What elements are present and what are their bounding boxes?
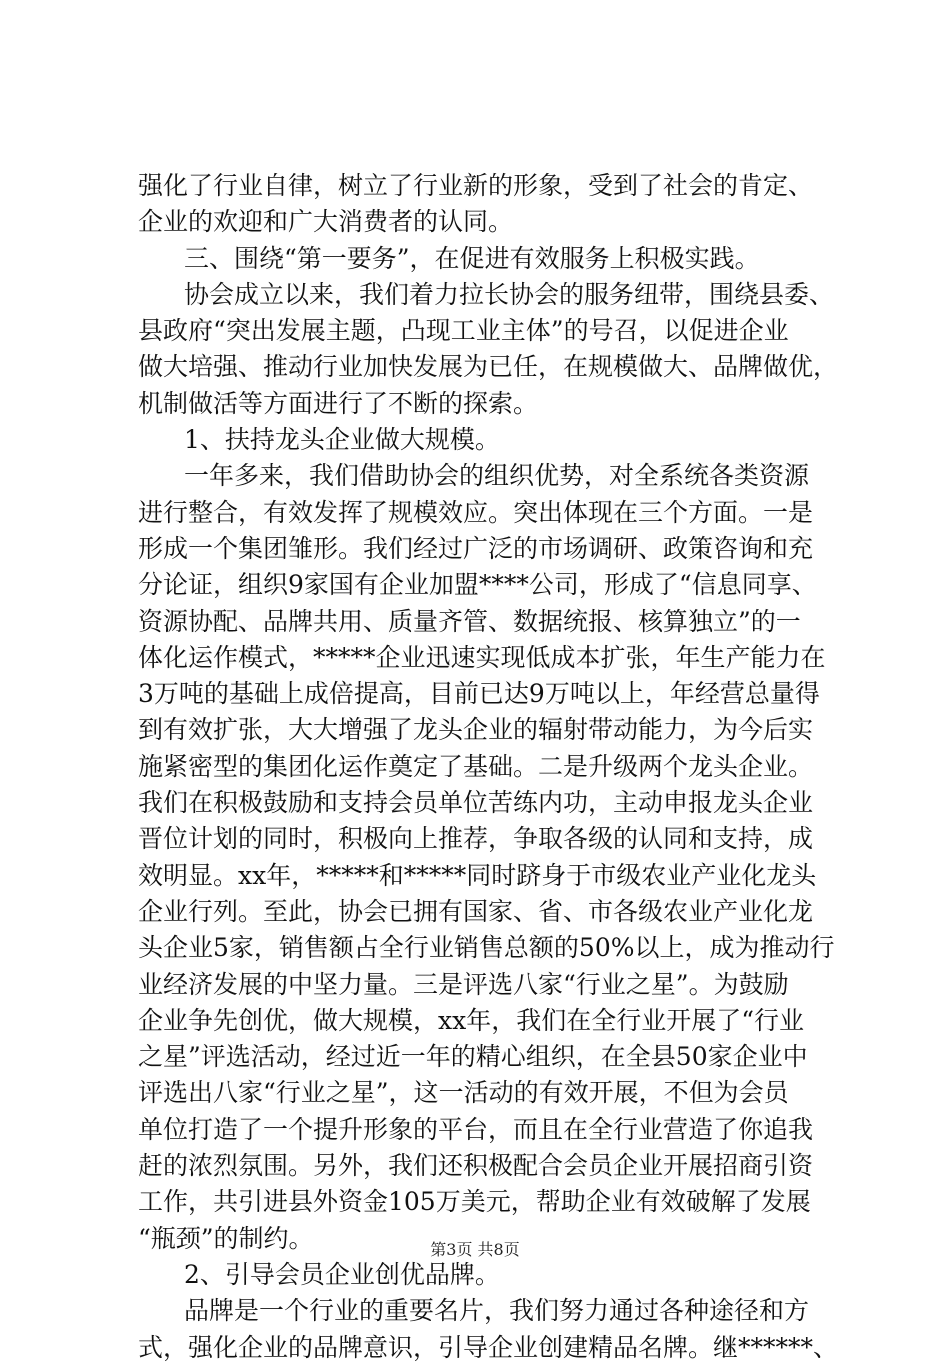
text-line: 品牌是一个行业的重要名片，我们努力通过各种途径和方: [184, 1296, 810, 1326]
text-line: 进行整合，有效发挥了规模效应。突出体现在三个方面。一是: [138, 497, 814, 527]
subsection-heading: 2、引导会员企业创优品牌。: [184, 1259, 500, 1289]
text-line: 县政府“突出发展主题，凸现工业主体”的号召，以促进企业: [138, 316, 789, 346]
text-line: 体化运作模式，*****企业迅速实现低成本扩张，年生产能力在: [138, 642, 826, 672]
body-text: [138, 168, 842, 1366]
subsection-heading: 1、扶持龙头企业做大规模。: [184, 425, 500, 455]
text-line: 机制做活等方面进行了不断的探索。: [138, 388, 539, 418]
section-heading: 三、围绕“第一要务”，在促进有效服务上积极实践。: [184, 243, 760, 273]
text-line: 到有效扩张，大大增强了龙头企业的辐射带动能力，为今后实: [138, 715, 814, 745]
text-line: 工作，共引进县外资金105万美元，帮助企业有效破解了发展: [138, 1187, 811, 1217]
text-line: 之星”评选活动，经过近一年的精心组织，在全县50家企业中: [138, 1042, 808, 1072]
text-line: 业经济发展的中坚力量。三是评选八家“行业之星”。为鼓励: [138, 969, 789, 999]
text-line: 分论证，组织9家国有企业加盟****公司，形成了“信息同享、: [138, 570, 817, 600]
text-line: 施紧密型的集团化运作奠定了基础。二是升级两个龙头企业。: [138, 751, 814, 781]
text-line: 效明显。xx年，*****和*****同时跻身于市级农业产业化龙头: [138, 860, 817, 890]
text-line: 形成一个集团雏形。我们经过广泛的市场调研、政策咨询和充: [138, 533, 814, 563]
text-line: 评选出八家“行业之星”，这一活动的有效开展，不但为会员: [138, 1078, 789, 1108]
text-line: 我们在积极鼓励和支持会员单位苦练内功，主动申报龙头企业: [138, 788, 814, 818]
text-line: 协会成立以来，我们着力拉长协会的服务纽带，围绕县委、: [184, 279, 835, 309]
text-line: 一年多来，我们借助协会的组织优势，对全系统各类资源: [184, 461, 810, 491]
text-line: 做大培强、推动行业加快发展为已任，在规模做大、品牌做优，: [138, 352, 839, 382]
text-line: 晋位计划的同时，积极向上推荐，争取各级的认同和支持，成: [138, 824, 814, 854]
text-line: 3万吨的基础上成倍提高，目前已达9万吨以上，年经营总量得: [138, 679, 820, 709]
text-line: “瓶颈”的制约。: [138, 1223, 314, 1253]
text-line: 企业行列。至此，协会已拥有国家、省、市各级农业产业化龙: [138, 896, 814, 926]
text-line: 企业争先创优，做大规模，xx年，我们在全行业开展了“行业: [138, 1005, 804, 1035]
text-line: 赶的浓烈氛围。另外，我们还积极配合会员企业开展招商引资: [138, 1151, 814, 1181]
page-number-footer: 第3页 共8页: [430, 1240, 520, 1259]
text-line: 单位打造了一个提升形象的平台，而且在全行业营造了你追我: [138, 1114, 814, 1144]
text-line: 资源协配、品牌共用、质量齐管、数据统报、核算独立”的一: [138, 606, 801, 636]
text-line: 企业的欢迎和广大消费者的认同。: [138, 207, 514, 237]
text-line: 强化了行业自律，树立了行业新的形象，受到了社会的肯定、: [138, 171, 814, 200]
text-line: 头企业5家，销售额占全行业销售总额的50%以上，成为推动行: [138, 933, 835, 963]
text-line: 式，强化企业的品牌意识，引导企业创建精品名牌。继******、: [138, 1332, 839, 1362]
